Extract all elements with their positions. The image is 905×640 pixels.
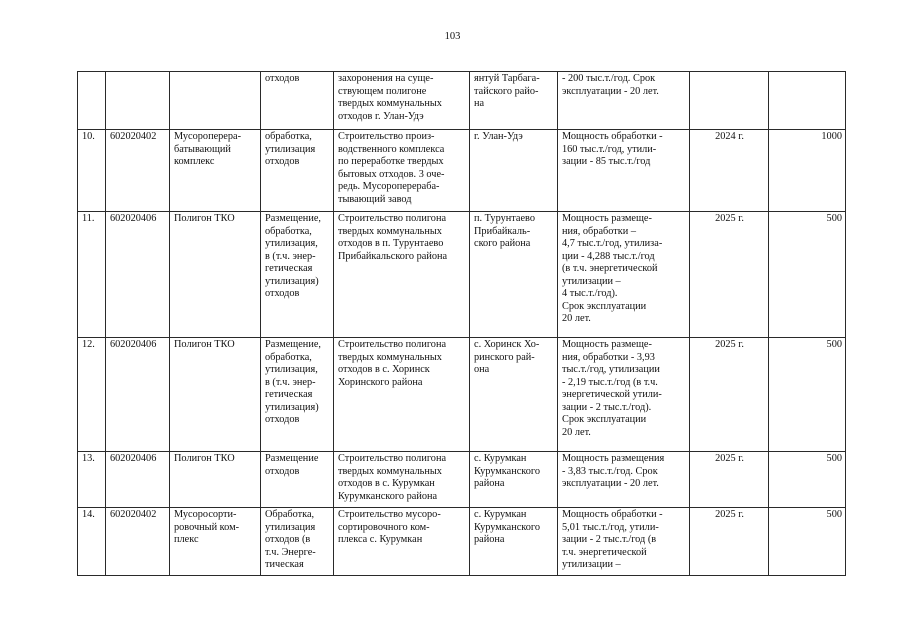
object-cost: 500 [769,452,846,508]
table-row [78,452,846,508]
object-code: 602020402 [106,508,170,576]
object-capacity: Мощность размеще- ния, обработки - 3,93 тыс.т./год, утилизации - 2,19 тыс.т./год (в т.ч. энергетической утили- зации - 2 тыс.т./год). Срок эксплуатации 20 лет. [558,338,690,452]
object-name: Полигон ТКО [170,338,261,452]
object-purpose: Размещение, обработка, утилизация, в (т.ч. энер- гетическая утилизация) отходов [261,212,334,338]
object-cost: 1000 [769,130,846,212]
object-description: Строительство полигона твердых коммунальных отходов в с. Курумкан Курумканского района [334,452,470,508]
completion-year: 2025 г. [690,212,769,338]
object-cost: 500 [769,338,846,452]
object-name [170,72,261,130]
object-cost: 500 [769,508,846,576]
object-code: 602020406 [106,212,170,338]
object-capacity: Мощность размеще- ния, обработки – 4,7 тыс.т./год, утилиза- ции - 4,288 тыс.т./год (в т.ч. энергетической утилизации – 4 тыс.т./год). Срок эксплуатации 20 лет. [558,212,690,338]
objects-table [77,71,846,576]
object-code: 602020406 [106,338,170,452]
object-name: Мусоропереpa- батывающий комплекс [170,130,261,212]
object-capacity: Мощность размещения - 3,83 тыс.т./год. Срок эксплуатации - 20 лет. [558,452,690,508]
table-row [78,130,846,212]
row-number [78,72,106,130]
object-name: Мусоросорти- ровочный ком- плекс [170,508,261,576]
object-location: с. Хоринск Хо- ринского рай- она [470,338,558,452]
object-purpose: Размещение отходов [261,452,334,508]
completion-year: 2025 г. [690,508,769,576]
object-code: 602020402 [106,130,170,212]
row-number: 12. [78,338,106,452]
object-description: захоронения на суще- ствующем полигоне твердых коммунальных отходов г. Улан-Удэ [334,72,470,130]
object-location: с. Курумкан Курумканского района [470,452,558,508]
object-location: янтуй Тарбага- тайского райо- на [470,72,558,130]
object-cost [769,72,846,130]
object-location: п. Турунтаево Прибайкаль- ского района [470,212,558,338]
object-name: Полигон ТКО [170,212,261,338]
completion-year: 2025 г. [690,338,769,452]
object-description: Строительство полигона твердых коммунальных отходов в п. Турунтаево Прибайкальского района [334,212,470,338]
object-purpose: отходов [261,72,334,130]
table-row [78,72,846,130]
object-description: Строительство произ- водственного комплекса по переработке твердых бытовых отходов. 3 оче- редь. Мусоропеpepaба- тывающий завод [334,130,470,212]
completion-year: 2025 г. [690,452,769,508]
object-capacity: Мощность обработки - 5,01 тыс.т./год, утили- зации - 2 тыс.т./год (в т.ч. энергетической утилизации – [558,508,690,576]
object-cost: 500 [769,212,846,338]
table-row [78,508,846,576]
object-capacity: Мощность обработки - 160 тыс.т./год, утили- зации - 85 тыс.т./год [558,130,690,212]
object-code: 602020406 [106,452,170,508]
table-row [78,212,846,338]
object-code [106,72,170,130]
object-description: Строительство полигона твердых коммунальных отходов в с. Хоринск Хоринского района [334,338,470,452]
completion-year: 2024 г. [690,130,769,212]
page-number: 103 [444,31,461,42]
table-row [78,338,846,452]
object-purpose: Размещение, обработка, утилизация, в (т.ч. энер- гетическая утилизация) отходов [261,338,334,452]
object-location: с. Курумкан Курумканского района [470,508,558,576]
object-description: Строительство мусоро- сортировочного ком- плекса с. Курумкан [334,508,470,576]
object-location: г. Улан-Удэ [470,130,558,212]
object-name: Полигон ТКО [170,452,261,508]
row-number: 11. [78,212,106,338]
object-capacity: - 200 тыс.т./год. Срок эксплуатации - 20 лет. [558,72,690,130]
object-purpose: обработка, утилизация отходов [261,130,334,212]
completion-year [690,72,769,130]
row-number: 14. [78,508,106,576]
row-number: 13. [78,452,106,508]
row-number: 10. [78,130,106,212]
object-purpose: Обработка, утилизация отходов (в т.ч. Энерге- тическая [261,508,334,576]
